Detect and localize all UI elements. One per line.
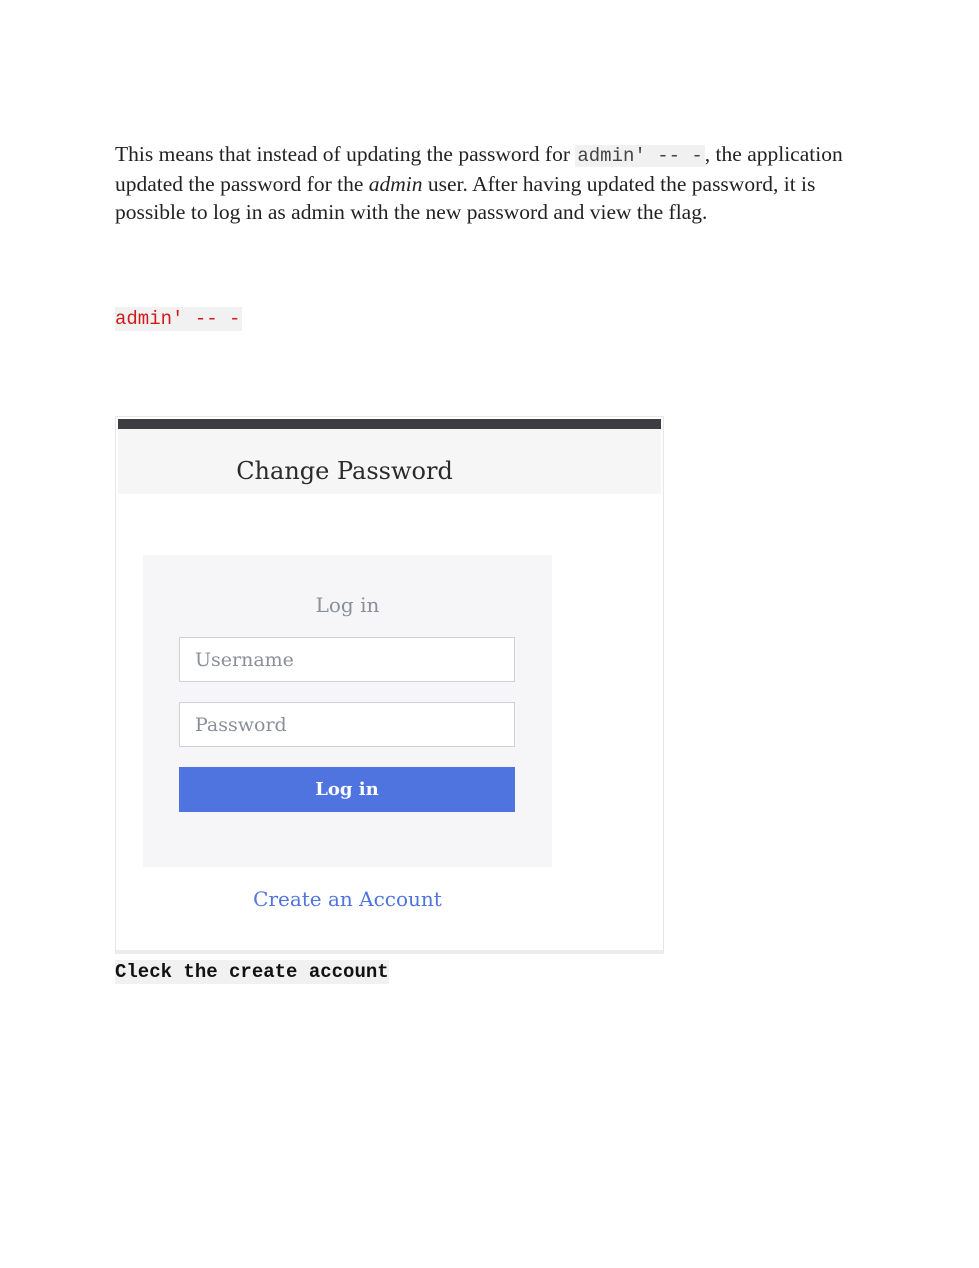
- login-button[interactable]: Log in: [179, 767, 515, 812]
- password-input[interactable]: [179, 702, 515, 747]
- paragraph-text: , the application updated the password for the: [115, 142, 843, 196]
- paragraph-text: user. After having updated the password, it is possible to log in as admin with the new password and view the flag.: [115, 172, 816, 224]
- page-header: [118, 429, 661, 494]
- login-card: [143, 555, 552, 867]
- top-bar: [118, 419, 661, 429]
- code-block: admin' -- -: [115, 308, 241, 330]
- username-input[interactable]: [179, 637, 515, 682]
- caption: Cleck the create account: [115, 961, 389, 983]
- page-title: Change Password: [236, 457, 453, 485]
- create-account-link[interactable]: Create an Account: [253, 887, 442, 911]
- article-paragraph: [115, 140, 855, 226]
- emphasis-text: admin: [368, 172, 423, 196]
- change-password-screenshot: [115, 416, 664, 954]
- inline-code: admin' -- -: [577, 145, 703, 167]
- paragraph-text: This means that instead of updating the password for: [115, 142, 576, 166]
- login-card-title: Log in: [315, 593, 380, 617]
